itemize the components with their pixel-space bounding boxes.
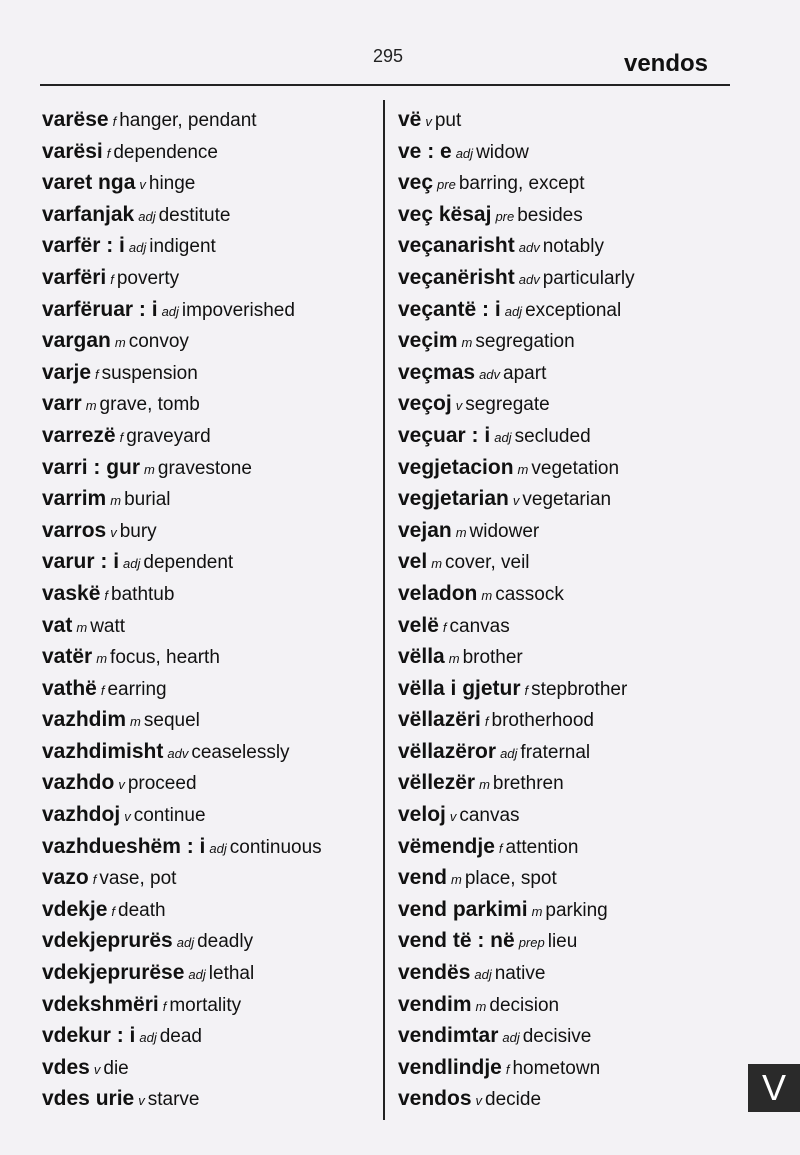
entry-gloss: secluded [514,425,591,447]
entry-headword: vazhdimisht [42,739,164,763]
entry-headword: vegjetarian [398,487,509,511]
thumb-index-tab: V [748,1064,800,1112]
entry-headword: vazhdueshëm : i [42,834,206,858]
entry-gloss: proceed [127,773,197,795]
entry-gloss: bathtub [111,583,175,605]
entry-part-of-speech: pre [437,177,456,193]
entry-gloss: convoy [128,331,189,353]
entry-headword: vend të : në [398,929,515,953]
entry-headword: vëllazëror [398,739,497,763]
entry-part-of-speech: m [144,461,155,477]
entry-part-of-speech: adj [455,145,474,161]
dictionary-entry [398,230,738,262]
dictionary-entry [42,862,372,894]
entry-part-of-speech: adj [139,1030,157,1046]
dictionary-entry [398,1083,738,1115]
dictionary-entry [398,104,738,136]
entry-headword: veçantë : i [398,297,501,321]
entry-headword: vëllezër [398,771,476,795]
entry-headword: vendim [398,992,472,1016]
entry-part-of-speech: f [111,903,116,919]
entry-gloss: dependent [143,552,234,574]
entry-headword: vëlla i gjetur [398,676,521,700]
entry-headword: varr [42,392,82,416]
entry-headword: veç [398,171,434,195]
entry-part-of-speech: m [110,493,122,509]
entry-part-of-speech: adj [123,556,141,572]
entry-headword: varëse [42,108,109,131]
entry-part-of-speech: prep [518,935,545,951]
dictionary-entry [398,610,738,642]
dictionary-entry [398,736,738,768]
entry-part-of-speech: v [449,809,457,825]
entry-headword: vendlindje [398,1055,502,1079]
entry-part-of-speech: m [475,998,487,1014]
entry-gloss: burial [124,489,171,511]
entry-part-of-speech: v [93,1061,101,1077]
dictionary-entry [42,230,372,262]
dictionary-entry [42,452,372,484]
dictionary-entry [42,1083,372,1115]
entry-gloss: stepbrother [531,678,628,700]
dictionary-entry [42,894,372,926]
entry-gloss: brotherhood [491,710,594,732]
dictionary-entry [398,388,738,420]
entry-headword: vend [398,866,448,890]
entry-gloss: vegetation [531,457,620,479]
entry-part-of-speech: v [455,398,463,414]
entry-gloss: death [118,899,166,921]
entry-gloss: starve [147,1089,200,1111]
dictionary-entry [42,989,372,1021]
entry-headword: vëllazëri [398,708,481,732]
dictionary-entry [398,894,738,926]
entry-part-of-speech: v [512,493,520,509]
entry-gloss: cassock [495,583,564,605]
entry-part-of-speech: m [76,619,88,635]
guide-word: vendos [623,50,708,77]
entry-part-of-speech: f [92,872,97,888]
entry-headword: vdekjeprurëse [42,961,185,985]
entry-gloss: mortality [169,994,242,1016]
entry-gloss: canvas [459,805,520,827]
entry-gloss: hanger, pendant [119,110,257,131]
entry-headword: vargan [42,329,111,353]
dictionary-entry [42,325,372,357]
entry-part-of-speech: pre [495,208,515,224]
entry-part-of-speech: m [531,903,543,919]
entry-headword: vat [42,613,73,637]
entry-part-of-speech: f [110,271,114,287]
entry-part-of-speech: adv [167,745,189,761]
dictionary-entry [42,167,372,199]
entry-headword: varros [42,518,107,542]
column-divider [383,100,385,1120]
entry-part-of-speech: adj [502,1030,520,1046]
entry-gloss: graveyard [126,425,211,447]
dictionary-entry [42,641,372,673]
entry-gloss: particularly [542,267,635,289]
entry-headword: vazhdo [42,771,115,795]
entry-gloss: dead [159,1026,203,1048]
entry-part-of-speech: m [481,587,493,603]
dictionary-entry [398,799,738,831]
dictionary-entry [398,925,738,957]
entry-gloss: native [494,963,546,985]
entry-headword: vathë [42,676,97,700]
dictionary-entry [42,831,372,863]
entry-part-of-speech: f [104,587,109,603]
entry-headword: varje [42,360,92,384]
entry-headword: varfanjak [42,202,135,226]
entry-part-of-speech: v [124,809,131,825]
entry-gloss: hometown [512,1057,601,1079]
entry-headword: veçuar : i [398,423,491,447]
entry-part-of-speech: adv [518,240,540,256]
entry-headword: varri : gur [42,455,141,479]
dictionary-entry [42,673,372,705]
entry-headword: vdes [42,1055,90,1079]
entry-part-of-speech: adj [138,208,156,224]
entry-headword: velë [398,613,439,637]
entry-gloss: fraternal [520,741,591,763]
entry-headword: vendos [398,1087,472,1111]
entry-headword: varësi [42,139,103,163]
entry-part-of-speech: adj [504,303,523,319]
entry-gloss: bury [119,520,157,542]
dictionary-entry [42,1052,372,1084]
entry-part-of-speech: f [498,840,503,856]
entry-part-of-speech: adj [176,935,195,951]
entry-headword: vaskë [42,581,101,605]
entry-gloss: dependence [113,141,218,163]
entry-gloss: lethal [208,963,255,985]
dictionary-entry [42,799,372,831]
dictionary-entry [42,104,372,136]
entry-headword: vdes urie [42,1087,135,1111]
entry-headword: vejan [398,518,452,542]
entry-part-of-speech: m [455,524,467,540]
entry-headword: vazhdoj [42,803,121,827]
entry-part-of-speech: adv [479,366,501,382]
dictionary-entry [42,294,372,326]
entry-headword: varrim [42,487,107,511]
entry-part-of-speech: m [517,461,529,477]
right-column [398,104,738,1115]
entry-headword: veladon [398,581,478,605]
entry-part-of-speech: adj [209,840,227,856]
entry-part-of-speech: m [130,714,141,730]
dictionary-entry [398,420,738,452]
dictionary-entry [398,546,738,578]
entry-part-of-speech: m [96,651,108,667]
entry-gloss: ceaselessly [191,741,290,763]
entry-headword: vazhdim [42,708,127,732]
dictionary-entry [398,294,738,326]
entry-headword: vëlla [398,645,445,669]
entry-gloss: deadly [197,931,254,953]
entry-headword: vëmendje [398,834,495,858]
dictionary-entry [398,483,738,515]
dictionary-entry [42,136,372,168]
entry-gloss: destitute [158,204,231,226]
dictionary-entry [42,515,372,547]
dictionary-entry [398,957,738,989]
entry-gloss: parking [545,899,608,921]
dictionary-entry [42,420,372,452]
entry-headword: vdekje [42,897,108,921]
entry-part-of-speech: v [110,524,117,540]
entry-headword: varet nga [42,171,136,195]
dictionary-entry [42,704,372,736]
entry-part-of-speech: m [461,335,473,351]
dictionary-entry [398,262,738,294]
entry-gloss: die [103,1057,129,1079]
entry-part-of-speech: v [118,777,125,793]
entry-part-of-speech: m [451,872,462,888]
entry-gloss: exceptional [525,299,622,321]
entry-part-of-speech: v [138,1093,145,1109]
entry-gloss: put [434,110,462,131]
entry-gloss: segregation [475,331,575,353]
page-number: 295 [372,46,404,66]
dictionary-entry [42,767,372,799]
entry-part-of-speech: f [442,619,447,635]
entry-part-of-speech: f [484,714,489,730]
entry-headword: veçanërisht [398,265,515,289]
entry-headword: veçanarisht [398,234,515,258]
entry-headword: veçim [398,329,458,353]
entry-gloss: barring, except [458,173,585,195]
dictionary-entry [398,199,738,231]
entry-part-of-speech: f [524,682,529,698]
entry-gloss: sequel [143,710,200,732]
entry-gloss: canvas [449,615,510,637]
entry-gloss: segregate [465,394,550,416]
entry-part-of-speech: adj [500,745,518,761]
entry-gloss: besides [517,204,583,226]
dictionary-entry [398,136,738,168]
entry-part-of-speech: f [106,145,111,161]
entry-part-of-speech: adj [494,429,512,445]
dictionary-entry [42,357,372,389]
entry-headword: veloj [398,803,446,827]
entry-headword: veç kësaj [398,202,492,226]
entry-headword: varfëruar : i [42,297,158,321]
dictionary-entry [42,1020,372,1052]
entry-part-of-speech: m [114,335,126,351]
entry-gloss: gravestone [157,457,252,479]
entry-gloss: earring [107,678,167,700]
dictionary-entry [398,831,738,863]
entry-gloss: widower [469,520,540,542]
entry-gloss: continue [133,805,206,827]
entry-gloss: brother [462,647,523,669]
entry-part-of-speech: adj [474,967,492,983]
entry-gloss: vegetarian [522,489,612,511]
entry-part-of-speech: v [425,114,432,129]
entry-gloss: decisive [522,1026,592,1048]
entry-headword: veçmas [398,360,476,384]
entry-gloss: attention [505,836,579,858]
entry-gloss: impoverished [181,299,295,321]
entry-gloss: indigent [149,236,216,258]
dictionary-entry [398,862,738,894]
dictionary-entry [42,736,372,768]
dictionary-entry [398,641,738,673]
dictionary-entry [398,452,738,484]
dictionary-entry [398,167,738,199]
entry-headword: varfëri [42,265,107,289]
entry-part-of-speech: f [505,1061,510,1077]
entry-part-of-speech: f [100,682,105,698]
dictionary-entry [398,704,738,736]
entry-part-of-speech: m [479,777,490,793]
entry-gloss: continuous [229,836,322,858]
entry-headword: vend parkimi [398,897,528,921]
entry-headword: vatër [42,645,93,669]
entry-gloss: brethren [492,773,564,795]
entry-gloss: cover, veil [445,552,530,574]
entry-part-of-speech: m [448,651,460,667]
entry-gloss: hinge [148,173,196,195]
dictionary-entry [42,546,372,578]
entry-gloss: widow [476,141,529,163]
entry-headword: vendimtar [398,1024,499,1048]
entry-part-of-speech: adv [518,271,540,287]
entry-gloss: grave, tomb [99,394,200,416]
entry-part-of-speech: f [95,366,99,382]
entry-part-of-speech: adj [128,240,147,256]
entry-part-of-speech: f [162,998,167,1014]
dictionary-entry [398,1052,738,1084]
entry-headword: varfër : i [42,234,125,258]
entry-gloss: suspension [101,362,198,384]
dictionary-entry [398,515,738,547]
entry-headword: vë [398,108,422,131]
entry-headword: ve : e [398,139,452,163]
dictionary-entry [42,957,372,989]
entry-headword: veçoj [398,392,452,416]
entry-headword: vegjetacion [398,455,514,479]
entry-headword: varrezë [42,423,116,447]
entry-gloss: focus, hearth [110,647,220,669]
dictionary-entry [398,989,738,1021]
dictionary-entry [42,199,372,231]
entry-part-of-speech: f [112,114,117,129]
dictionary-entry [42,262,372,294]
entry-headword: vazo [42,866,89,890]
dictionary-entry [42,578,372,610]
entry-part-of-speech: v [139,177,146,193]
entry-part-of-speech: m [85,398,97,414]
entry-part-of-speech: adj [161,303,179,319]
entry-headword: vdekjeprurës [42,929,173,953]
entry-part-of-speech: v [475,1093,483,1109]
entry-headword: vdekur : i [42,1024,136,1048]
header-rule [40,84,730,86]
dictionary-entry [42,483,372,515]
entry-headword: vdekshmëri [42,992,159,1016]
entry-headword: vel [398,550,428,574]
entry-gloss: poverty [116,267,180,289]
entry-headword: varur : i [42,550,120,574]
dictionary-entry [398,673,738,705]
dictionary-entry [398,767,738,799]
dictionary-entry [42,388,372,420]
entry-part-of-speech: f [119,429,124,445]
entry-gloss: lieu [547,931,578,953]
entry-part-of-speech: adj [188,967,206,983]
entry-gloss: apart [503,362,547,384]
entry-headword: vendës [398,961,471,985]
dictionary-entry [398,325,738,357]
dictionary-entry [42,610,372,642]
dictionary-entry [398,578,738,610]
entry-gloss: notably [542,236,604,258]
dictionary-entry [42,925,372,957]
entry-gloss: place, spot [464,868,557,890]
entry-gloss: watt [90,615,126,637]
entry-part-of-speech: m [431,556,443,572]
left-column [42,104,372,1115]
entry-gloss: decide [485,1089,542,1111]
entry-gloss: vase, pot [99,868,177,890]
entry-gloss: decision [489,994,560,1016]
dictionary-entry [398,1020,738,1052]
dictionary-entry [398,357,738,389]
